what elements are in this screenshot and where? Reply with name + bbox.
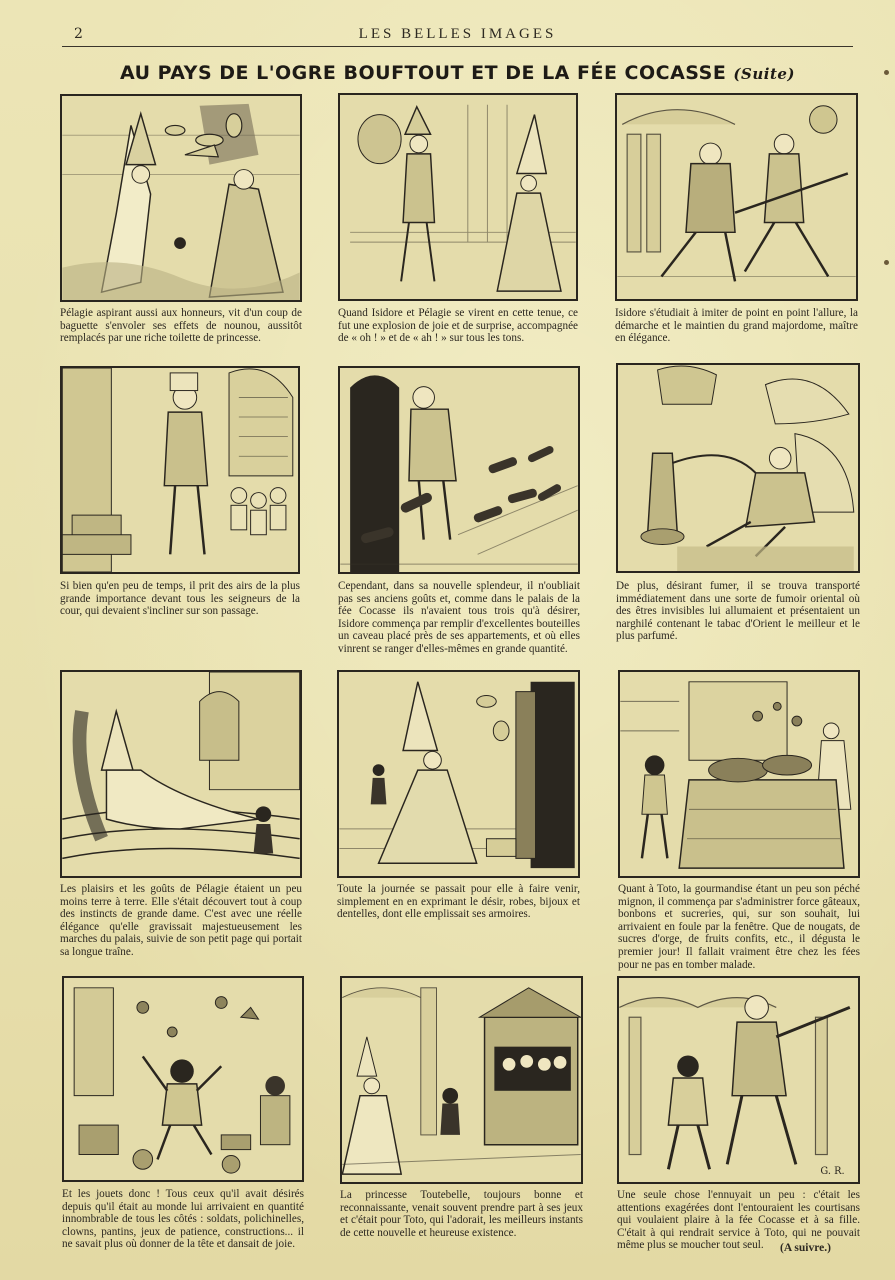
page-number: 2 (74, 26, 83, 42)
story-title-text: AU PAYS DE L'OGRE BOUFTOUT ET DE LA FÉE COCASSE (119, 62, 727, 84)
illustration-courtiers-around-toto (619, 978, 858, 1182)
illustration-isidore-imitating-majordomo (617, 95, 856, 299)
panel-2-caption: Quand Isidore et Pélagie se virent en cette tenue, ce fut une explosion de joie et de surprise, accompagnée de « oh ! » et de « ah ! » sur tous les tons. (338, 307, 578, 345)
panel-4-illustration (60, 366, 300, 574)
panel-5-illustration (338, 366, 580, 574)
panel-3-illustration (615, 93, 858, 301)
panel-2-illustration (338, 93, 578, 301)
artist-signature: G. R. (820, 1166, 845, 1178)
panel-9-caption: Quant à Toto, la gourmandise étant un peu son péché mignon, il commença par s'administrer force gâteaux, bonbons et sucreries, qui, sur son souhait, lui arrivaient en foule par la fenêtre. Que de nougats, de sucres d'orge, de fruits confits, etc., il dégusta le premier jour! Il fallait vraiment être chez les fées pour ne pas en tomber malade. (618, 883, 860, 971)
illustration-isidore-wine-bottles (340, 368, 578, 572)
to-be-continued: (A suivre.) (780, 1242, 831, 1254)
panel-10-caption: Et les jouets donc ! Tous ceux qu'il avait désirés depuis qu'il était au monde lui arrivaient en quantité innombrable de tous les côtés : soldats, polichinelles, clowns, pantins, jeux de patience, constructions... il ne savait plus où donner de la tête et dansait de joie. (62, 1188, 304, 1251)
panel-9-illustration (618, 670, 860, 878)
illustration-pelagie-on-stairs-with-train (62, 672, 300, 876)
panel-5-caption: Cependant, dans sa nouvelle splendeur, il n'oubliait pas ses anciens goûts et, comme dans le palais de la fée Cocasse ils n'avaient tous trois qu'à désirer, Isidore commença par remplir d'excellentes bouteilles un caveau placé près de ses appartements, et où elles vinrent se ranger d'elles-mêmes en grande quantité. (338, 580, 580, 655)
panel-10-illustration (62, 976, 304, 1182)
story-continued-label: (Suite) (733, 65, 796, 83)
illustration-isidore-smoking-narghile (618, 365, 858, 571)
page-edge-mark (884, 260, 889, 265)
panel-12-illustration (617, 976, 860, 1184)
journal-title: LES BELLES IMAGES (358, 26, 557, 42)
panel-12-caption: Une seule chose l'ennuyait un peu : c'était les attentions exagérées dont l'entouraient les courtisans qui voulaient plaire à la fée Cocasse et à sa fille. C'était à qui rendrait service à Toto, qui ne pouvait même plus se moucher tout seul. (617, 1189, 860, 1252)
illustration-isidore-pelagie-meeting (340, 95, 576, 299)
panel-8-illustration (337, 670, 580, 878)
panel-11-caption: La princesse Toutebelle, toujours bonne et reconnaissante, venait souvent prendre part à ses jeux et c'était pour Toto, qui l'adorait, les meilleurs instants de cette nouvelle et heureuse existence. (340, 1189, 583, 1239)
illustration-isidore-before-courtiers (62, 368, 298, 572)
panel-7-caption: Les plaisirs et les goûts de Pélagie étaient un peu moins terre à terre. Elle s'était découvert tout à coup des instincts de grande dame. C'est avec une réelle élégance qu'elle gravissait majestueusement les marches du palais, suivie de son petit page qui portait sa longue traîne. (60, 883, 302, 958)
panel-1-illustration (60, 94, 302, 302)
page-edge-mark (884, 70, 889, 75)
panel-4-caption: Si bien qu'en peu de temps, il prit des airs de la plus grande importance devant tous les seigneurs de la cour, qui devaient s'incliner sur son passage. (60, 580, 300, 618)
panel-7-illustration (60, 670, 302, 878)
panel-6-illustration (616, 363, 860, 573)
panel-11-illustration (340, 976, 583, 1184)
illustration-princess-puppet-theatre (342, 978, 581, 1182)
panel-8-caption: Toute la journée se passait pour elle à faire venir, simplement en en exprimant le désir, robes, bijoux et dentelles, dont elle emplissait ses armoires. (337, 883, 580, 921)
running-head (62, 24, 853, 47)
panel-3-caption: Isidore s'étudiait à imiter de point en point l'allure, la démarche et le maintien du grand majordome, maître en élégance. (615, 307, 858, 345)
panel-1-caption: Pélagie aspirant aussi aux honneurs, vit d'un coup de baguette s'envoler ses effets de nounou, aussitôt remplacés par une riche toilette de princesse. (60, 307, 302, 345)
panel-6-caption: De plus, désirant fumer, il se trouva transporté immédiatement dans une sorte de fumoir oriental où des êtres invisibles lui allumaient et présentaient un narghilé contenant le tabac d'Orient le meilleur et le plus parfumé. (616, 580, 860, 643)
illustration-toto-sweets-table (620, 672, 858, 876)
illustration-pelagie-transformation (62, 96, 300, 300)
story-title (60, 62, 855, 84)
illustration-pelagie-wardrobe (339, 672, 578, 876)
illustration-toto-toys (64, 978, 302, 1180)
